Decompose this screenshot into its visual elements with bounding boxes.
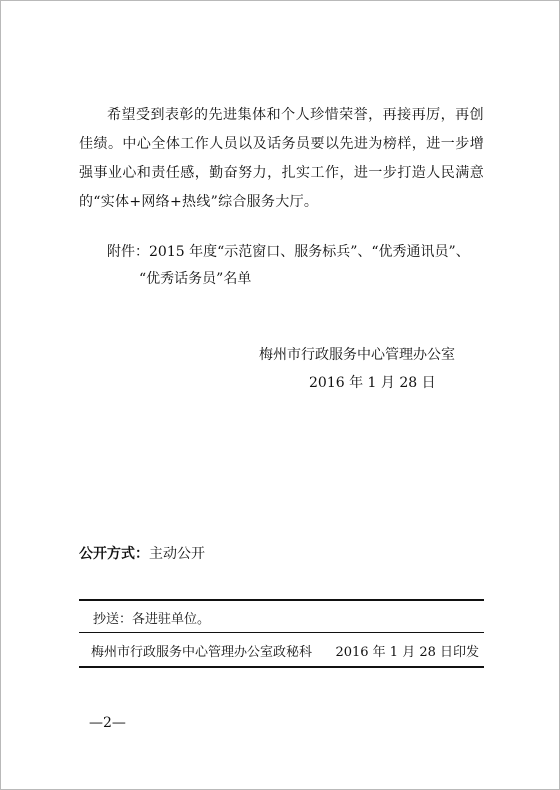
disclosure-label: 公开方式：	[79, 546, 149, 562]
attachment-note	[79, 239, 499, 293]
footer-rule-bottom	[79, 666, 484, 668]
print-date: 2016 年 1 月 28 日印发	[335, 645, 479, 660]
disclosure-line	[79, 543, 205, 563]
issuer-office: 梅州市行政服务中心管理办公室政秘科	[91, 645, 313, 660]
signature-date: 2016 年 1 月 28 日	[309, 375, 436, 391]
cc-line: 抄送：各进驻单位。	[93, 612, 211, 627]
disclosure-value: 主动公开	[149, 546, 205, 562]
signature-organization: 梅州市行政服务中心管理办公室	[259, 347, 455, 363]
footer-rule-middle	[79, 632, 484, 633]
attachment-line-2: “优秀话务员”名单	[139, 271, 252, 287]
footer-rule-top	[79, 599, 484, 601]
attachment-line-1: 附件：2015 年度“示范窗口、服务标兵”、“优秀通讯员”、	[107, 244, 470, 260]
page-number: —2—	[89, 715, 126, 731]
body-paragraph: 希望受到表彰的先进集体和个人珍惜荣誉，再接再厉，再创佳绩。中心全体工作人员以及话务员要以先进为榜样，进一步增强事业心和责任感，勤奋努力，扎实工作，进一步打造人民满意的“实体+网络+热线”综合服务大厅。	[79, 107, 484, 210]
